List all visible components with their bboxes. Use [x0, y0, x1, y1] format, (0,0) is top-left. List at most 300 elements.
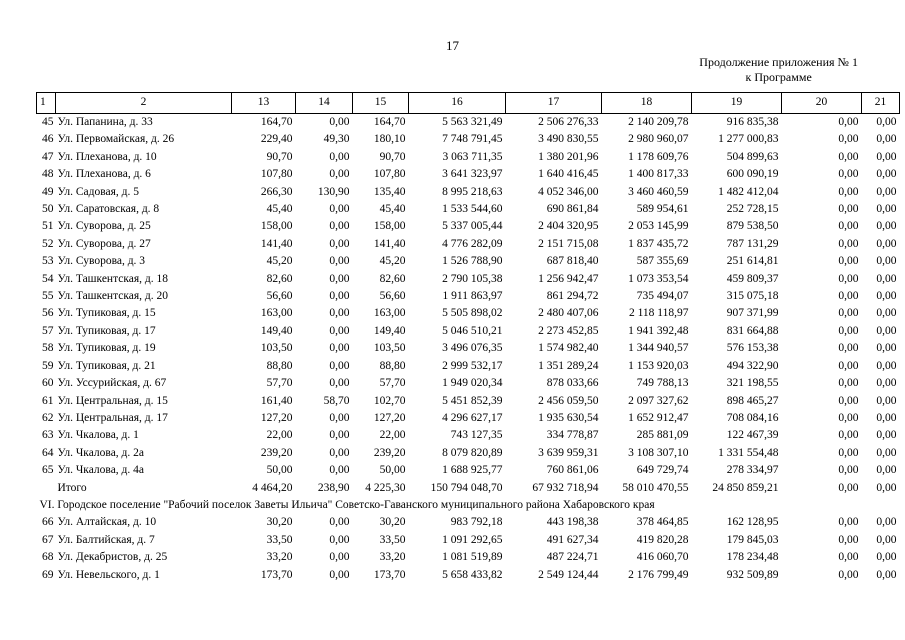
- value-cell: 33,50: [379, 533, 406, 546]
- value-cell: 173,70: [260, 568, 293, 581]
- address-cell: Ул. Чкалова, д. 4а: [57, 464, 145, 477]
- value-cell: 149,40: [260, 324, 293, 337]
- address-cell: Ул. Декабристов, д. 25: [57, 551, 168, 564]
- value-cell: 1 688 925,77: [442, 464, 503, 477]
- value-cell: 158,00: [373, 220, 406, 233]
- value-cell: 504 899,63: [726, 150, 779, 163]
- value-cell: 491 627,34: [546, 533, 599, 546]
- table-row: [37, 166, 900, 183]
- address-cell: Ул. Тупиковая, д. 17: [57, 324, 156, 337]
- value-cell: 0,00: [329, 272, 350, 285]
- value-cell: 321 198,55: [726, 377, 779, 390]
- value-cell: 0,00: [838, 411, 859, 424]
- value-cell: 0,00: [329, 203, 350, 216]
- value-cell: 163,00: [373, 307, 406, 320]
- value-cell: 2 273 452,85: [538, 324, 599, 337]
- value-cell: 0,00: [876, 150, 897, 163]
- row-number-cell: 64: [42, 446, 54, 459]
- value-cell: 33,20: [379, 551, 406, 564]
- value-cell: 2 140 209,78: [628, 116, 689, 128]
- value-cell: 30,20: [379, 516, 406, 529]
- value-cell: 0,00: [838, 272, 859, 285]
- value-cell: 7 748 791,45: [442, 133, 503, 146]
- value-cell: 907 371,99: [726, 307, 779, 320]
- value-cell: 0,00: [838, 394, 859, 407]
- address-cell: Ул. Балтийская, д. 7: [57, 533, 155, 546]
- address-cell: Ул. Плеханова, д. 6: [57, 168, 151, 181]
- value-cell: 164,70: [373, 116, 406, 128]
- value-cell: 1 256 942,47: [538, 272, 599, 285]
- value-cell: 162 128,95: [726, 516, 779, 529]
- value-cell: 102,70: [373, 394, 406, 407]
- program-table: [36, 92, 900, 584]
- value-cell: 122 467,39: [726, 429, 779, 442]
- value-cell: 1 331 554,48: [718, 446, 779, 459]
- table-row: [37, 532, 900, 549]
- value-cell: 50,00: [379, 464, 406, 477]
- continuation-line-1: Продолжение приложения № 1: [699, 55, 858, 69]
- value-cell: 0,00: [876, 342, 897, 355]
- value-cell: 239,20: [373, 446, 406, 459]
- value-cell: 1 091 292,65: [442, 533, 503, 546]
- value-cell: 1 941 392,48: [628, 324, 689, 337]
- value-cell: 0,00: [876, 464, 897, 477]
- value-cell: 2 151 715,08: [538, 237, 599, 250]
- value-cell: 0,00: [329, 168, 350, 181]
- section-title: VI. Городское поселение "Рабочий поселок Заветы Ильича" Советско-Гаванского муниципального района Хабаровского края: [39, 498, 655, 511]
- value-cell: 0,00: [329, 429, 350, 442]
- continuation-line-2: к Программе: [745, 70, 812, 84]
- value-cell: 0,00: [838, 533, 859, 546]
- value-cell: 103,50: [260, 342, 293, 355]
- address-cell: Ул. Суворова, д. 25: [57, 220, 151, 233]
- value-cell: 3 641 323,97: [442, 168, 503, 181]
- table-row: [37, 514, 900, 531]
- value-cell: 334 778,87: [546, 429, 599, 442]
- value-cell: 749 788,13: [636, 377, 689, 390]
- value-cell: 107,80: [373, 168, 406, 181]
- address-cell: Ул. Тупиковая, д. 19: [57, 342, 156, 355]
- value-cell: 443 198,38: [546, 516, 599, 529]
- address-cell: Ул. Садовая, д. 5: [57, 185, 139, 198]
- value-cell: 0,00: [876, 446, 897, 459]
- row-number-cell: 46: [42, 133, 54, 146]
- value-cell: 2 980 960,07: [628, 133, 689, 146]
- value-cell: 0,00: [329, 359, 350, 372]
- value-cell: 0,00: [329, 237, 350, 250]
- value-cell: 1 400 817,33: [628, 168, 689, 181]
- appendix-continuation-note: [699, 55, 858, 85]
- table-row: [37, 549, 900, 566]
- value-cell: 5 046 510,21: [442, 324, 503, 337]
- value-cell: 879 538,50: [726, 220, 779, 233]
- value-cell: 1 533 544,60: [442, 203, 503, 216]
- value-cell: 878 033,66: [546, 377, 599, 390]
- value-cell: 1 652 912,47: [628, 411, 689, 424]
- value-cell: 315 075,18: [726, 290, 779, 303]
- value-cell: 4 464,20: [252, 481, 293, 494]
- value-cell: 0,00: [838, 116, 859, 128]
- row-number-cell: 65: [42, 464, 54, 477]
- value-cell: 164,70: [260, 116, 293, 128]
- address-cell: Ул. Первомайская, д. 26: [57, 133, 175, 146]
- row-number-cell: 57: [42, 324, 54, 337]
- table-row: [37, 340, 900, 357]
- table-row: [37, 114, 900, 132]
- value-cell: 0,00: [838, 429, 859, 442]
- address-cell: Ул. Ташкентская, д. 18: [57, 272, 169, 285]
- value-cell: 0,00: [838, 568, 859, 581]
- table-row: [37, 288, 900, 305]
- value-cell: 3 490 830,55: [538, 133, 599, 146]
- value-cell: 687 818,40: [546, 255, 599, 268]
- value-cell: 0,00: [329, 220, 350, 233]
- table-row: [37, 323, 900, 340]
- value-cell: 8 995 218,63: [442, 185, 503, 198]
- value-cell: 5 337 005,44: [442, 220, 503, 233]
- table-row: [37, 393, 900, 410]
- value-cell: 0,00: [329, 150, 350, 163]
- value-cell: 0,00: [876, 481, 897, 494]
- address-cell: Ул. Суворова, д. 3: [57, 255, 146, 268]
- value-cell: 1 911 863,97: [442, 290, 503, 303]
- value-cell: 2 456 059,50: [538, 394, 599, 407]
- value-cell: 1 081 519,89: [442, 551, 503, 564]
- value-cell: 0,00: [329, 290, 350, 303]
- value-cell: 0,00: [838, 203, 859, 216]
- value-cell: 1 574 982,40: [538, 342, 599, 355]
- row-number-cell: 52: [42, 237, 54, 250]
- value-cell: 3 639 959,31: [538, 446, 599, 459]
- value-cell: 708 084,16: [726, 411, 779, 424]
- value-cell: 0,00: [838, 481, 859, 494]
- value-cell: 163,00: [260, 307, 293, 320]
- value-cell: 285 881,09: [636, 429, 689, 442]
- value-cell: 135,40: [373, 185, 406, 198]
- value-cell: 0,00: [876, 516, 897, 529]
- value-cell: 2 549 124,44: [538, 568, 599, 581]
- value-cell: 0,00: [876, 377, 897, 390]
- value-cell: 487 224,71: [546, 551, 599, 564]
- value-cell: 173,70: [373, 568, 406, 581]
- header-cell: 1: [37, 93, 56, 114]
- address-cell: Ул. Центральная, д. 15: [57, 394, 168, 407]
- header-cell: 20: [782, 93, 862, 114]
- value-cell: 0,00: [838, 220, 859, 233]
- value-cell: 690 861,84: [546, 203, 599, 216]
- row-number-cell: 60: [42, 377, 54, 390]
- row-number-cell: 53: [42, 255, 54, 268]
- value-cell: 419 820,28: [636, 533, 689, 546]
- value-cell: 831 664,88: [726, 324, 779, 337]
- table-row: [37, 427, 900, 444]
- table-header-row: [37, 93, 900, 114]
- value-cell: 49,30: [323, 133, 350, 146]
- value-cell: 239,20: [260, 446, 293, 459]
- address-cell: Ул. Тупиковая, д. 21: [57, 359, 156, 372]
- value-cell: 161,40: [260, 394, 293, 407]
- value-cell: 916 835,38: [726, 116, 779, 128]
- header-cell: 18: [602, 93, 692, 114]
- address-cell: Ул. Плеханова, д. 10: [57, 150, 157, 163]
- table-row: [37, 236, 900, 253]
- value-cell: 0,00: [838, 168, 859, 181]
- value-cell: 4 296 627,17: [442, 411, 503, 424]
- value-cell: 150 794 048,70: [430, 481, 503, 494]
- value-cell: 0,00: [329, 377, 350, 390]
- value-cell: 45,40: [379, 203, 406, 216]
- value-cell: 33,50: [266, 533, 293, 546]
- value-cell: 107,80: [260, 168, 293, 181]
- value-cell: 50,00: [266, 464, 293, 477]
- value-cell: 587 355,69: [636, 255, 689, 268]
- value-cell: 2 053 145,99: [628, 220, 689, 233]
- value-cell: 0,00: [838, 255, 859, 268]
- value-cell: 3 108 307,10: [628, 446, 689, 459]
- value-cell: 0,00: [838, 307, 859, 320]
- value-cell: 0,00: [329, 255, 350, 268]
- value-cell: 0,00: [329, 307, 350, 320]
- value-cell: 1 153 920,03: [628, 359, 689, 372]
- value-cell: 0,00: [838, 377, 859, 390]
- value-cell: 378 464,85: [636, 516, 689, 529]
- value-cell: 1 526 788,90: [442, 255, 503, 268]
- value-cell: 127,20: [373, 411, 406, 424]
- value-cell: 0,00: [876, 394, 897, 407]
- value-cell: 0,00: [876, 203, 897, 216]
- row-number-cell: 68: [42, 551, 54, 564]
- row-number-cell: 61: [42, 394, 54, 407]
- table-row: [37, 445, 900, 462]
- table-row: [37, 375, 900, 392]
- header-cell: 16: [409, 93, 506, 114]
- value-cell: 0,00: [876, 133, 897, 146]
- table-row: [37, 201, 900, 218]
- value-cell: 0,00: [876, 411, 897, 424]
- header-cell: 2: [56, 93, 232, 114]
- value-cell: 0,00: [329, 411, 350, 424]
- table-row: [37, 184, 900, 201]
- value-cell: 82,60: [379, 272, 406, 285]
- value-cell: 3 496 076,35: [442, 342, 503, 355]
- value-cell: 88,80: [266, 359, 293, 372]
- header-cell: 14: [296, 93, 353, 114]
- value-cell: 0,00: [329, 116, 350, 128]
- value-cell: 0,00: [329, 464, 350, 477]
- value-cell: 0,00: [838, 446, 859, 459]
- row-number-cell: 47: [42, 150, 54, 163]
- row-number-cell: 62: [42, 411, 54, 424]
- address-cell: Ул. Ташкентская, д. 20: [57, 290, 169, 303]
- value-cell: 1 949 020,34: [442, 377, 503, 390]
- value-cell: 82,60: [266, 272, 293, 285]
- value-cell: 33,20: [266, 551, 293, 564]
- value-cell: 0,00: [876, 255, 897, 268]
- value-cell: 0,00: [876, 551, 897, 564]
- table-row: [37, 131, 900, 148]
- value-cell: 158,00: [260, 220, 293, 233]
- row-number-cell: 49: [42, 185, 54, 198]
- address-cell: Ул. Тупиковая, д. 15: [57, 307, 156, 320]
- value-cell: 0,00: [838, 359, 859, 372]
- row-number-cell: [37, 480, 56, 497]
- header-cell: 15: [353, 93, 409, 114]
- value-cell: 178 234,48: [726, 551, 779, 564]
- value-cell: 238,90: [317, 481, 350, 494]
- value-cell: 4 225,30: [365, 481, 406, 494]
- header-cell: 13: [232, 93, 296, 114]
- value-cell: 861 294,72: [546, 290, 599, 303]
- row-number-cell: 55: [42, 290, 54, 303]
- value-cell: 494 322,90: [726, 359, 779, 372]
- value-cell: 589 954,61: [636, 203, 689, 216]
- value-cell: 179 845,03: [726, 533, 779, 546]
- value-cell: 88,80: [379, 359, 406, 372]
- value-cell: 5 563 321,49: [442, 116, 503, 128]
- row-number-cell: 66: [42, 516, 54, 529]
- row-number-cell: 45: [42, 116, 54, 128]
- value-cell: 2 176 799,49: [628, 568, 689, 581]
- row-number-cell: 51: [42, 220, 54, 233]
- section-row: [37, 497, 900, 514]
- value-cell: 45,40: [266, 203, 293, 216]
- value-cell: 45,20: [379, 255, 406, 268]
- value-cell: 3 063 711,35: [442, 150, 503, 163]
- value-cell: 735 494,07: [636, 290, 689, 303]
- value-cell: 1 640 416,45: [538, 168, 599, 181]
- value-cell: 57,70: [266, 377, 293, 390]
- value-cell: 0,00: [838, 516, 859, 529]
- value-cell: 4 052 346,00: [538, 185, 599, 198]
- value-cell: 0,00: [876, 237, 897, 250]
- address-cell: Ул. Саратовская, д. 8: [57, 203, 160, 216]
- value-cell: 5 451 852,39: [442, 394, 503, 407]
- value-cell: 2 480 407,06: [538, 307, 599, 320]
- value-cell: 0,00: [838, 150, 859, 163]
- value-cell: 58 010 470,55: [622, 481, 689, 494]
- value-cell: 67 932 718,94: [532, 481, 599, 494]
- value-cell: 0,00: [876, 220, 897, 233]
- value-cell: 0,00: [838, 237, 859, 250]
- value-cell: 0,00: [876, 116, 897, 128]
- value-cell: 57,70: [379, 377, 406, 390]
- address-cell: Итого: [57, 481, 87, 494]
- value-cell: 2 999 532,17: [442, 359, 503, 372]
- value-cell: 90,70: [266, 150, 293, 163]
- value-cell: 0,00: [876, 359, 897, 372]
- table-row: [37, 410, 900, 427]
- value-cell: 1 482 412,04: [718, 185, 779, 198]
- value-cell: 0,00: [329, 324, 350, 337]
- value-cell: 22,00: [266, 429, 293, 442]
- value-cell: 180,10: [373, 133, 406, 146]
- value-cell: 0,00: [876, 272, 897, 285]
- value-cell: 983 792,18: [450, 516, 503, 529]
- value-cell: 0,00: [838, 551, 859, 564]
- value-cell: 0,00: [329, 446, 350, 459]
- table-row: [37, 218, 900, 235]
- value-cell: 0,00: [876, 290, 897, 303]
- value-cell: 1 178 609,76: [628, 150, 689, 163]
- value-cell: 58,70: [323, 394, 350, 407]
- value-cell: 252 728,15: [726, 203, 779, 216]
- value-cell: 1 935 630,54: [538, 411, 599, 424]
- value-cell: 0,00: [838, 342, 859, 355]
- table-row: [37, 149, 900, 166]
- value-cell: 0,00: [876, 185, 897, 198]
- value-cell: 0,00: [838, 324, 859, 337]
- value-cell: 5 505 898,02: [442, 307, 503, 320]
- value-cell: 0,00: [329, 533, 350, 546]
- value-cell: 127,20: [260, 411, 293, 424]
- address-cell: Ул. Чкалова, д. 1: [57, 429, 139, 442]
- row-number-cell: 54: [42, 272, 54, 285]
- table-row: [37, 253, 900, 270]
- value-cell: 56,60: [379, 290, 406, 303]
- value-cell: 0,00: [876, 533, 897, 546]
- row-number-cell: 59: [42, 359, 54, 372]
- value-cell: 760 861,06: [546, 464, 599, 477]
- value-cell: 103,50: [373, 342, 406, 355]
- value-cell: 932 509,89: [726, 568, 779, 581]
- value-cell: 0,00: [838, 464, 859, 477]
- value-cell: 0,00: [876, 568, 897, 581]
- address-cell: Ул. Чкалова, д. 2а: [57, 446, 145, 459]
- value-cell: 0,00: [838, 290, 859, 303]
- value-cell: 1 351 289,24: [538, 359, 599, 372]
- value-cell: 649 729,74: [636, 464, 689, 477]
- value-cell: 24 850 859,21: [712, 481, 779, 494]
- value-cell: 5 658 433,82: [442, 568, 503, 581]
- value-cell: 600 090,19: [726, 168, 779, 181]
- value-cell: 251 614,81: [726, 255, 779, 268]
- value-cell: 0,00: [838, 185, 859, 198]
- address-cell: Ул. Папанина, д. 33: [57, 116, 153, 128]
- value-cell: 0,00: [876, 307, 897, 320]
- value-cell: 4 776 282,09: [442, 237, 503, 250]
- row-number-cell: 69: [42, 568, 54, 581]
- value-cell: 90,70: [379, 150, 406, 163]
- value-cell: 0,00: [876, 429, 897, 442]
- page-number: 17: [446, 38, 459, 53]
- table-body: [37, 93, 900, 584]
- row-number-cell: 48: [42, 168, 54, 181]
- value-cell: 576 153,38: [726, 342, 779, 355]
- value-cell: 0,00: [838, 133, 859, 146]
- value-cell: 141,40: [373, 237, 406, 250]
- value-cell: 0,00: [329, 568, 350, 581]
- value-cell: 0,00: [876, 168, 897, 181]
- value-cell: 56,60: [266, 290, 293, 303]
- row-number-cell: 58: [42, 342, 54, 355]
- value-cell: 266,30: [260, 185, 293, 198]
- value-cell: 1 344 940,57: [628, 342, 689, 355]
- value-cell: 743 127,35: [450, 429, 503, 442]
- value-cell: 149,40: [373, 324, 406, 337]
- value-cell: 130,90: [317, 185, 350, 198]
- header-cell: 19: [692, 93, 782, 114]
- value-cell: 1 837 435,72: [628, 237, 689, 250]
- value-cell: 2 097 327,62: [628, 394, 689, 407]
- value-cell: 22,00: [379, 429, 406, 442]
- value-cell: 8 079 820,89: [442, 446, 503, 459]
- value-cell: 787 131,29: [726, 237, 779, 250]
- address-cell: Ул. Центральная, д. 17: [57, 411, 168, 424]
- address-cell: Ул. Суворова, д. 27: [57, 237, 151, 250]
- value-cell: 1 277 000,83: [718, 133, 779, 146]
- value-cell: 459 809,37: [726, 272, 779, 285]
- value-cell: 2 790 105,38: [442, 272, 503, 285]
